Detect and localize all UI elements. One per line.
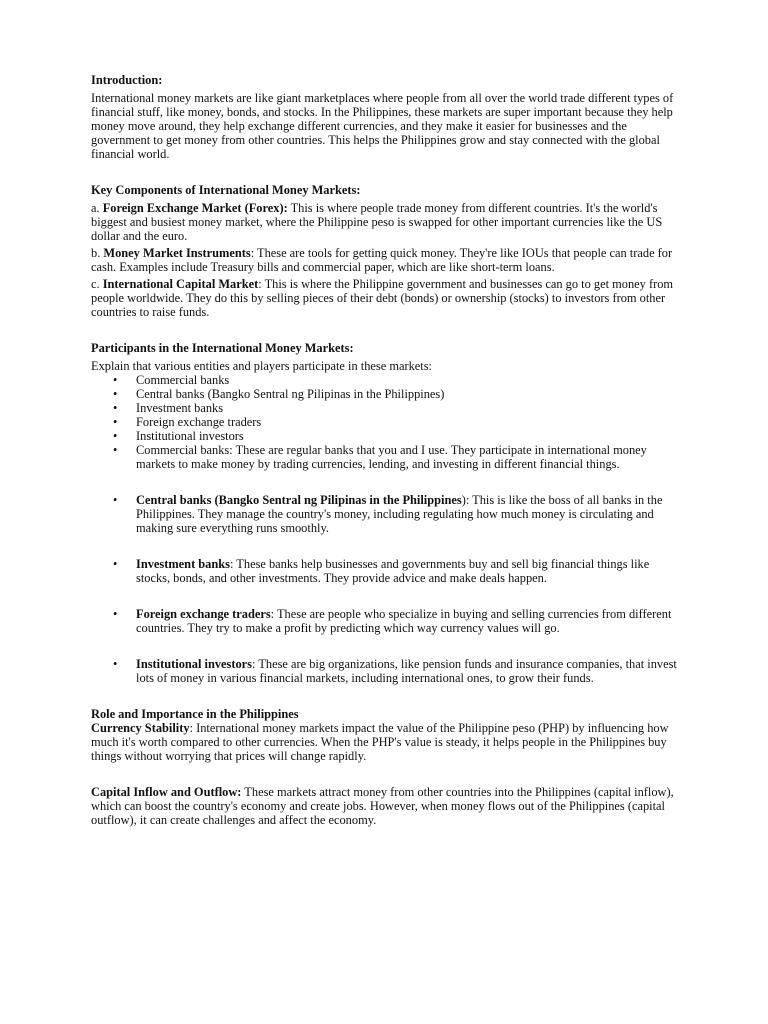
list-item: • Foreign exchange traders bbox=[113, 415, 262, 429]
role-heading: Role and Importance in the Philippines bbox=[91, 707, 299, 721]
components-heading: Key Components of International Money Markets: bbox=[91, 183, 361, 197]
capital-flow-paragraph: Capital Inflow and Outflow: These markets attract money from other countries into the Philippines (capital inflow), which can boost the country's economy and create jobs. However, when money flows out of the Philippines (capital outflow), it can create challenges and affect the economy. bbox=[91, 785, 674, 827]
currency-stability-paragraph: Currency Stability: International money markets impact the value of the Philippine peso (PHP) by influencing how much it's worth compared to other currencies. When the PHP's value is steady, it helps people in the Philippines buy things without worrying that prices will change rapidly. bbox=[91, 721, 669, 763]
component-item-a: a. Foreign Exchange Market (Forex): This is where people trade money from different countries. It's the world's biggest and busiest money market, where the Philippine peso is swapped for other important currencies like the US dollar and the euro. bbox=[91, 201, 663, 243]
intro-heading: Introduction: bbox=[91, 73, 163, 87]
list-item: • Investment banks bbox=[113, 401, 224, 415]
list-item-forex-traders: • Foreign exchange traders: These are people who specialize in buying and selling currencies from different countries. They try to make a profit by predicting which way currency values will go. bbox=[113, 607, 672, 635]
document-body bbox=[91, 73, 681, 827]
participants-heading: Participants in the International Money Markets: bbox=[91, 341, 354, 355]
component-item-b: b. Money Market Instruments: These are tools for getting quick money. They're like IOUs that people can trade for cash. Examples include Treasury bills and commercial paper, which are like short-term loans. bbox=[91, 246, 673, 274]
list-item-institutional-investors: • Institutional investors: These are big organizations, like pension funds and insurance companies, that invest lots of money in various financial markets, including international ones, to grow their funds. bbox=[113, 657, 677, 685]
list-item-central-banks: • Central banks (Bangko Sentral ng Pilipinas in the Philippines): This is like the boss of all banks in the Philippines. They manage the country's money, including regulating how much money is circulating and making sure everything runs smoothly. bbox=[113, 493, 663, 535]
participants-intro: Explain that various entities and players participate in these markets: bbox=[91, 359, 432, 373]
component-item-c: c. International Capital Market: This is where the Philippine government and businesses can go to get money from people worldwide. They do this by selling pieces of their debt (bonds) or ownership (stocks) to investors from other countries to raise funds. bbox=[91, 277, 674, 319]
list-item: • Central banks (Bangko Sentral ng Pilipinas in the Philippines) bbox=[113, 387, 445, 401]
list-item: • Commercial banks: These are regular banks that you and I use. They participate in international money markets to make money by trading currencies, lending, and investing in different financial things. bbox=[113, 443, 647, 471]
list-item: • Institutional investors bbox=[113, 429, 244, 443]
list-item-investment-banks: • Investment banks: These banks help businesses and governments buy and sell big financial things like stocks, bonds, and other investments. They provide advice and make deals happen. bbox=[113, 557, 650, 585]
list-item: • Commercial banks bbox=[113, 373, 230, 387]
intro-paragraph: International money markets are like giant marketplaces where people from all over the world trade different types of financial stuff, like money, bonds, and stocks. In the Philippines, these markets are super important because they help money move around, they help exchange different currencies, and they make it easier for businesses and the government to get money from other countries. This helps the Philippines grow and stay connected with the global financial world. bbox=[91, 91, 674, 161]
participants-list bbox=[91, 373, 681, 685]
